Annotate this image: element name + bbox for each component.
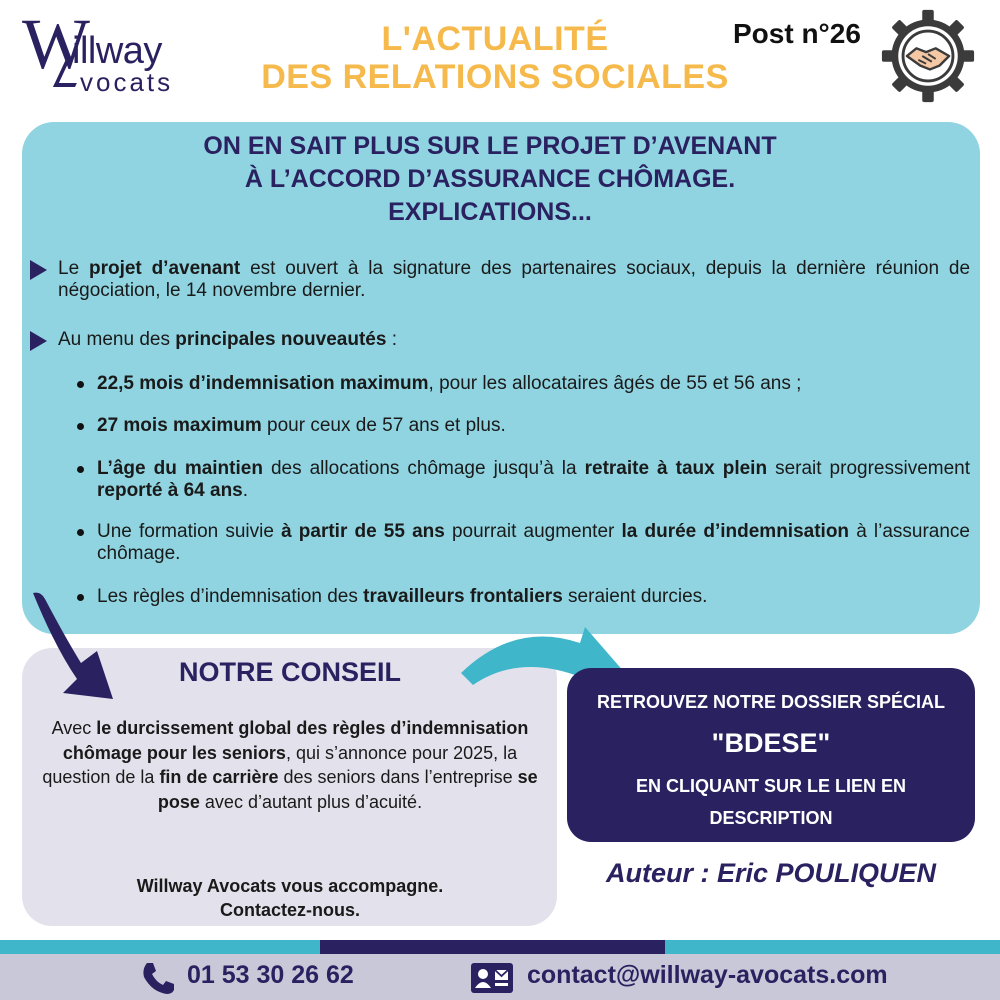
post-number: Post n°26 — [733, 18, 861, 49]
triangle-bullet-icon — [30, 331, 47, 351]
panel-title-line-1: ON EN SAIT PLUS SUR LE PROJET D’AVENANT — [203, 132, 777, 160]
sub-bullet-3-text: L’âge du maintien des allocations chômage jusqu’à la retraite à taux plein serait progressivement reporté à 64 ans. — [97, 458, 971, 501]
bdese-line-3b: DESCRIPTION — [709, 808, 833, 828]
footer-stripe-navy — [320, 940, 665, 954]
panel-title — [120, 130, 860, 229]
sub-bullet-2 — [75, 415, 970, 437]
footer-stripe-teal-left — [0, 940, 320, 954]
title-line-2: DES RELATIONS SOCIALES — [261, 58, 729, 96]
willway-logo — [22, 4, 232, 97]
handshake-gear-icon — [880, 8, 976, 104]
dot-bullet-icon — [77, 423, 84, 430]
bdese-line-2: "BDESE" — [711, 728, 831, 758]
title-line-1: L'ACTUALITÉ — [381, 20, 609, 58]
sub-bullet-5-text: Les règles d’indemnisation des travailleurs frontaliers seraient durcies. — [97, 586, 708, 607]
bdese-link-box[interactable] — [567, 668, 975, 842]
dot-bullet-icon — [77, 466, 84, 473]
dot-bullet-icon — [77, 529, 84, 536]
page-title — [230, 20, 760, 96]
phone-icon — [140, 961, 176, 995]
advice-cta-line-1: Willway Avocats vous accompagne. — [136, 876, 444, 896]
sub-bullet-1 — [75, 373, 970, 395]
email-link[interactable]: contact@willway-avocats.com — [527, 961, 888, 989]
sub-bullet-1-text: 22,5 mois d’indemnisation maximum, pour les allocataires âgés de 55 et 56 ans ; — [97, 373, 802, 394]
advice-cta-line-2: Contactez-nous. — [219, 900, 360, 920]
phone-number[interactable]: 01 53 30 26 62 — [187, 961, 354, 989]
dot-bullet-icon — [77, 381, 84, 388]
sub-bullet-2-text: 27 mois maximum pour ceux de 57 ans et plus. — [97, 415, 506, 436]
curved-arrow-down-icon — [15, 585, 135, 710]
sub-bullet-4 — [75, 521, 970, 565]
sub-bullet-4-text: Une formation suivie à partir de 55 ans pourrait augmenter la durée d’indemnisation à l’assurance chômage. — [97, 521, 971, 564]
main-bullet-1 — [30, 258, 970, 302]
panel-title-line-2: À L’ACCORD D’ASSURANCE CHÔMAGE. — [244, 165, 736, 193]
footer-stripe — [0, 940, 1000, 954]
bdese-line-3 — [567, 770, 975, 834]
contact-card-icon — [470, 962, 514, 994]
logo-illway: illway — [72, 30, 162, 72]
sub-bullet-5 — [75, 586, 970, 608]
bdese-line-1: RETROUVEZ NOTRE DOSSIER SPÉCIAL — [596, 692, 946, 712]
advice-text: Avec le durcissement global des règles d’indemnisation chômage pour les seniors, qui s’annonce pour 2025, la question de la fin de carrière des seniors dans l’entreprise se pose avec d’autant plus d’acuité. — [42, 718, 538, 812]
panel-title-line-3: EXPLICATIONS... — [388, 198, 592, 226]
bdese-line-3a: EN CLIQUANT SUR LE LIEN EN — [635, 776, 906, 796]
logo-w: W — [22, 4, 84, 84]
main-bullet-2-text: Au menu des principales nouveautés : — [58, 329, 397, 350]
logo-avocats: vocats — [80, 67, 174, 97]
advice-cta — [40, 874, 540, 922]
advice-title: NOTRE CONSEIL — [178, 657, 401, 687]
main-bullet-1-text: Le projet d’avenant est ouvert à la signature des partenaires sociaux, depuis la dernière réunion de négociation, le 14 novembre dernier. — [58, 258, 971, 301]
footer-stripe-teal-right — [665, 940, 1000, 954]
triangle-bullet-icon — [30, 260, 47, 280]
main-bullet-2 — [30, 329, 970, 351]
author: Auteur : Eric POULIQUEN — [605, 858, 937, 888]
sub-bullet-3 — [75, 458, 970, 502]
